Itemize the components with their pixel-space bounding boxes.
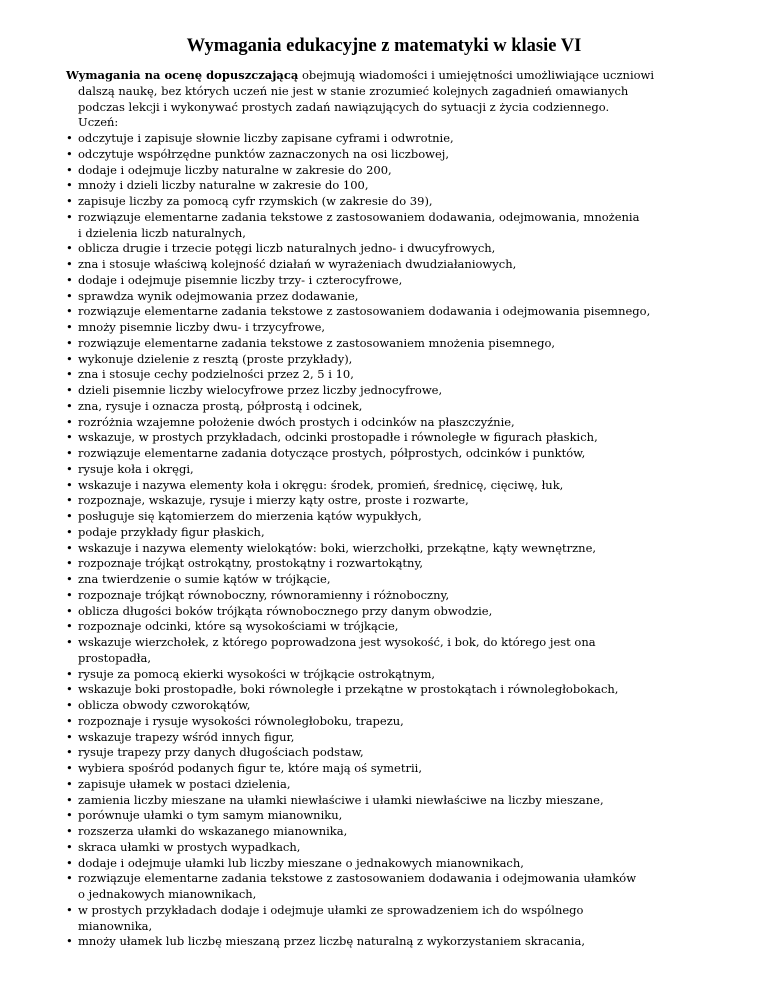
list-item-text: zapisuje liczby za pomocą cyfr rzymskich (w zakresie do 39), <box>78 194 433 208</box>
list-item-text: wskazuje i nazywa elementy koła i okręgu: środek, promień, średnicę, cięciwę, łuk, <box>78 477 564 492</box>
list-item-text: w prostych przykładach dodaje i odejmuje ułamki ze sprowadzeniem ich do wspólnego <box>78 902 584 917</box>
list-item <box>66 493 716 509</box>
intro-line-3: podczas lekcji i wykonywać prostych zadań nawiązujących do sytuacji z życia codziennego. <box>78 99 610 114</box>
list-item-text: oblicza obwody czworokątów, <box>78 698 251 712</box>
list-item-text-continued: prostopadła, <box>78 650 152 665</box>
list-item <box>66 131 716 147</box>
intro-line-2: dalszą naukę, bez których uczeń nie jest w stanie zrozumieć kolejnych zagadnień omawianych <box>78 83 629 98</box>
list-item <box>66 194 716 210</box>
list-item-text: dodaje i odejmuje ułamki lub liczby mieszane o jednakowych mianownikach, <box>78 855 524 870</box>
list-item <box>66 241 716 257</box>
list-item <box>66 745 716 761</box>
list-item <box>66 698 716 714</box>
list-item <box>66 588 716 604</box>
list-item-text: rysuje za pomocą ekierki wysokości w trójkącie ostrokątnym, <box>78 666 436 681</box>
list-item-text: rozwiązuje elementarne zadania tekstowe z zastosowaniem dodawania, odejmowania, mnożenia <box>78 209 640 224</box>
list-item <box>66 667 716 683</box>
list-item-text: oblicza długości boków trójkąta równobocznego przy danym obwodzie, <box>78 603 493 618</box>
list-item-text: skraca ułamki w prostych wypadkach, <box>78 839 301 854</box>
list-item <box>66 446 716 462</box>
list-item <box>66 793 716 809</box>
list-item <box>66 856 716 872</box>
list-item-text: oblicza drugie i trzecie potęgi liczb naturalnych jedno- i dwucyfrowych, <box>78 241 496 256</box>
list-item <box>66 635 716 667</box>
requirements-list <box>66 131 716 950</box>
list-item-text: odczytuje i zapisuje słownie liczby zapisane cyframi i odwrotnie, <box>78 131 454 145</box>
list-item-text: wskazuje, w prostych przykładach, odcinki prostopadłe i równoległe w figurach płaskich, <box>78 430 598 445</box>
list-item-text: wskazuje wierzchołek, z którego poprowadzona jest wysokość, i bok, do którego jest ona <box>78 635 596 649</box>
list-item-text-continued: o jednakowych mianownikach, <box>78 887 257 901</box>
list-item-text: mnoży ułamek lub liczbę mieszaną przez liczbę naturalną z wykorzystaniem skracania, <box>78 934 585 949</box>
list-item <box>66 257 716 273</box>
list-item <box>66 824 716 840</box>
list-item-text: zamienia liczby mieszane na ułamki niewłaściwe i ułamki niewłaściwe na liczby mieszane, <box>78 792 604 807</box>
list-item <box>66 273 716 289</box>
list-item <box>66 682 716 698</box>
list-item <box>66 556 716 572</box>
list-item-text: rozpoznaje trójkąt równoboczny, równoramienny i różnoboczny, <box>78 587 450 602</box>
list-item-text: rozwiązuje elementarne zadania dotyczące prostych, półprostych, odcinków i punktów, <box>78 446 586 460</box>
list-item <box>66 289 716 305</box>
list-item-text: mnoży pisemnie liczby dwu- i trzycyfrowe, <box>78 320 326 334</box>
intro-bold-heading: Wymagania na ocenę dopuszczającą <box>66 68 299 82</box>
list-item <box>66 525 716 541</box>
list-item <box>66 430 716 446</box>
list-item-text: zna i stosuje cechy podzielności przez 2, 5 i 10, <box>78 367 354 382</box>
list-item <box>66 871 716 903</box>
list-item <box>66 714 716 730</box>
list-item <box>66 509 716 525</box>
list-item <box>66 840 716 856</box>
list-item-text: wybiera spośród podanych figur te, które mają oś symetrii, <box>78 761 422 775</box>
list-item <box>66 604 716 620</box>
list-item-text: rozszerza ułamki do wskazanego mianownika, <box>78 824 348 838</box>
intro-line-4: Uczeń: <box>78 115 119 130</box>
list-item-text: zna i stosuje właściwą kolejność działań w wyrażeniach dwudziałaniowych, <box>78 257 517 271</box>
list-item <box>66 178 716 194</box>
list-item-text: zapisuje ułamek w postaci dzielenia, <box>78 776 291 791</box>
list-item-text: podaje przykłady figur płaskich, <box>78 524 265 539</box>
list-item <box>66 210 716 242</box>
list-item-text: zna, rysuje i oznacza prostą, półprostą i odcinek, <box>78 398 363 413</box>
intro-line-1-text: obejmują wiadomości i umiejętności umożliwiające uczniowi <box>298 68 655 82</box>
list-item <box>66 462 716 478</box>
list-item-text: zna twierdzenie o sumie kątów w trójkącie, <box>78 572 331 586</box>
list-item <box>66 367 716 383</box>
list-item-text: wskazuje boki prostopadłe, boki równoległe i przekątne w prostokątach i równoległobokach, <box>78 682 619 697</box>
list-item <box>66 777 716 793</box>
list-item <box>66 761 716 777</box>
intro-line-1 <box>66 68 716 84</box>
list-item-text: wskazuje trapezy wśród innych figur, <box>78 729 295 744</box>
list-item-text: rozpoznaje odcinki, które są wysokościami w trójkącie, <box>78 619 399 634</box>
list-item-text: dodaje i odejmuje liczby naturalne w zakresie do 200, <box>78 162 392 177</box>
list-item <box>66 619 716 635</box>
list-item-text-continued: mianownika, <box>78 918 153 933</box>
list-item-text: wykonuje dzielenie z resztą (proste przykłady), <box>78 351 353 366</box>
list-item <box>66 352 716 368</box>
list-item <box>66 478 716 494</box>
list-item-text: dodaje i odejmuje pisemnie liczby trzy- i czterocyfrowe, <box>78 272 403 287</box>
list-item-text: rozwiązuje elementarne zadania tekstowe z zastosowaniem dodawania i odejmowania pisemnego, <box>78 304 651 319</box>
list-item <box>66 147 716 163</box>
list-item-text: rozpoznaje i rysuje wysokości równoległoboku, trapezu, <box>78 713 404 728</box>
list-item <box>66 934 716 950</box>
list-item <box>66 336 716 352</box>
list-item <box>66 730 716 746</box>
list-item-text: odczytuje współrzędne punktów zaznaczonych na osi liczbowej, <box>78 146 450 161</box>
list-item <box>66 808 716 824</box>
list-item-text: porównuje ułamki o tym samym mianowniku, <box>78 808 343 823</box>
list-item-text: posługuje się kątomierzem do mierzenia kątów wypukłych, <box>78 509 422 523</box>
list-item-text-continued: i dzielenia liczb naturalnych, <box>78 225 246 240</box>
list-item-text: mnoży i dzieli liczby naturalne w zakresie do 100, <box>78 178 369 193</box>
list-item <box>66 903 716 935</box>
list-item-text: rozróżnia wzajemne położenie dwóch prostych i odcinków na płaszczyźnie, <box>78 414 515 429</box>
list-item <box>66 304 716 320</box>
list-item-text: rozwiązuje elementarne zadania tekstowe z zastosowaniem mnożenia pisemnego, <box>78 335 556 350</box>
list-item <box>66 383 716 399</box>
list-item <box>66 399 716 415</box>
intro-paragraph <box>66 68 716 131</box>
list-item-text: wskazuje i nazywa elementy wielokątów: boki, wierzchołki, przekątne, kąty wewnętrzne, <box>78 540 597 555</box>
list-item-text: rozpoznaje, wskazuje, rysuje i mierzy kąty ostre, proste i rozwarte, <box>78 493 469 508</box>
document-body <box>66 68 716 950</box>
list-item-text: rysuje koła i okręgi, <box>78 461 194 476</box>
list-item <box>66 572 716 588</box>
list-item-text: rozwiązuje elementarne zadania tekstowe z zastosowaniem dodawania i odejmowania ułamków <box>78 871 637 886</box>
document-title: Wymagania edukacyjne z matematyki w klasie VI <box>186 36 582 56</box>
list-item <box>66 320 716 336</box>
list-item <box>66 415 716 431</box>
list-item-text: rysuje trapezy przy danych długościach podstaw, <box>78 745 364 760</box>
list-item-text: dzieli pisemnie liczby wielocyfrowe przez liczby jednocyfrowe, <box>78 383 443 397</box>
list-item-text: rozpoznaje trójkąt ostrokątny, prostokątny i rozwartokątny, <box>78 556 424 571</box>
list-item <box>66 163 716 179</box>
list-item <box>66 541 716 557</box>
list-item-text: sprawdza wynik odejmowania przez dodawanie, <box>78 288 359 303</box>
